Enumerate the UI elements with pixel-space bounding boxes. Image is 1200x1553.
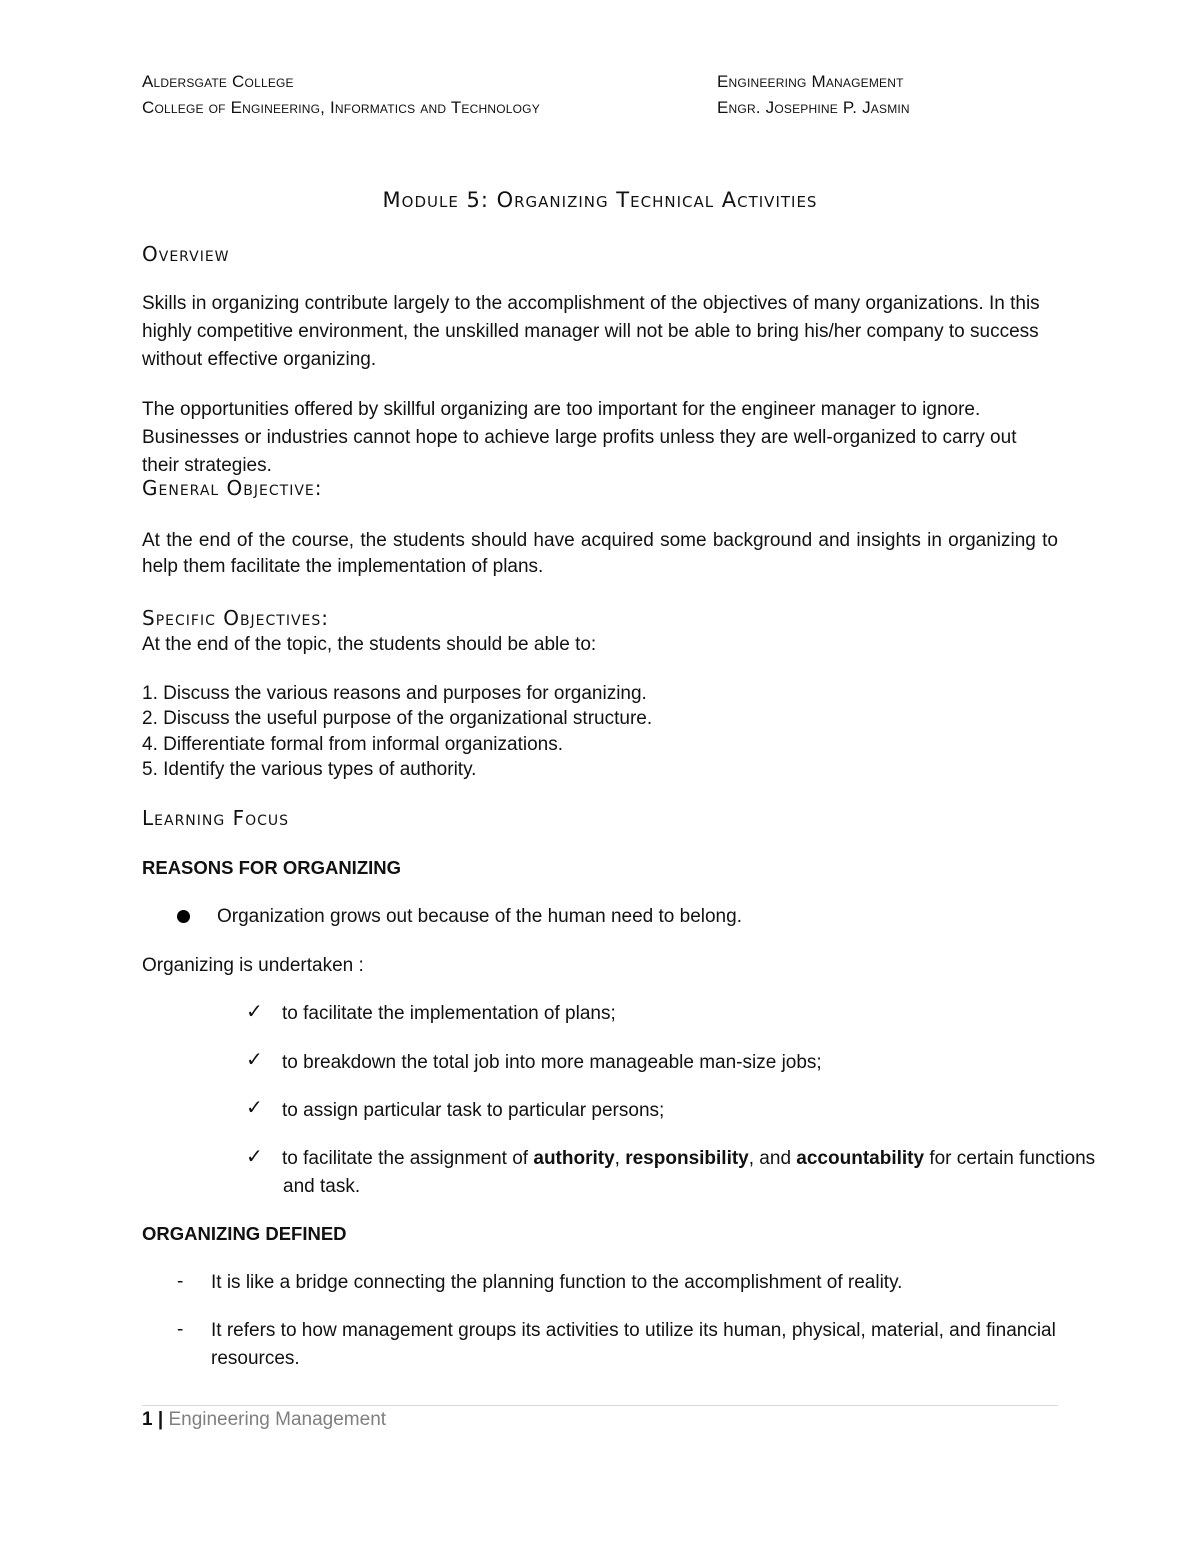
specific-objectives-heading: Specific Objectives: (142, 606, 330, 630)
definition-item: It is like a bridge connecting the planning function to the accomplishment of reality. (211, 1272, 903, 1293)
authority-term: authority (533, 1148, 615, 1169)
general-objective-heading: General Objective: (142, 476, 323, 500)
header-institution: Aldersgate College (142, 72, 294, 91)
undertaken-text: Organizing is undertaken : (142, 955, 364, 976)
checkmark-icon: ✓ (246, 1144, 263, 1168)
check-item: to assign particular task to particular persons; (282, 1100, 665, 1121)
footer-course: Engineering Management (163, 1409, 387, 1430)
check-item: to facilitate the implementation of plans; (282, 1003, 616, 1024)
reasons-heading: REASONS FOR ORGANIZING (142, 857, 402, 878)
overview-paragraph-1: Skills in organizing contribute largely to the accomplishment of the objectives of many organizations. In this highly competitive environment, the unskilled manager will not be able to bring his/her company to success without effective organizing. (142, 293, 1040, 370)
page-footer (142, 1409, 386, 1431)
general-objective-text: At the end of the course, the students should have acquired some background and insights in organizing to help them facilitate the implementation of plans. (142, 530, 1058, 577)
objective-item: 2. Discuss the useful purpose of the organizational structure. (142, 708, 653, 729)
check-item-assignment: to facilitate the assignment of authority, responsibility, and accountability for certain functions (282, 1148, 1096, 1169)
bullet-text: Organization grows out because of the human need to belong. (217, 906, 742, 927)
footer-divider (142, 1405, 1058, 1406)
checkmark-icon: ✓ (246, 999, 263, 1023)
definition-item: It refers to how management groups its activities to utilize its human, physical, material, and financial (211, 1320, 1056, 1341)
dash-bullet: - (177, 1271, 184, 1292)
overview-paragraph-2: The opportunities offered by skillful organizing are too important for the engineer manager to ignore. Businesses or industries cannot hope to achieve large profits unless they are well-organized to carry out their strategies. (142, 399, 1017, 476)
check-item: to breakdown the total job into more manageable man-size jobs; (282, 1052, 822, 1073)
header-instructor: Engr. Josephine P. Jasmin (717, 98, 910, 117)
header-college: College of Engineering, Informatics and Technology (142, 98, 540, 117)
objective-item: 1. Discuss the various reasons and purposes for organizing. (142, 683, 647, 704)
header-course: Engineering Management (717, 72, 904, 91)
objective-item: 4. Differentiate formal from informal organizations. (142, 734, 563, 755)
check-item-continued: and task. (283, 1176, 361, 1197)
dash-bullet: - (177, 1319, 184, 1340)
definition-item-continued: resources. (211, 1348, 300, 1369)
accountability-term: accountability (796, 1148, 925, 1169)
checkmark-icon: ✓ (246, 1095, 263, 1119)
objective-item: 5. Identify the various types of authority. (142, 759, 477, 780)
organizing-defined-heading: ORGANIZING DEFINED (142, 1223, 347, 1244)
checkmark-icon: ✓ (246, 1047, 263, 1071)
module-title: Module 5: Organizing Technical Activities (382, 188, 818, 212)
specific-objectives-intro: At the end of the topic, the students should be able to: (142, 634, 597, 655)
overview-heading: Overview (142, 242, 230, 266)
learning-focus-heading: Learning Focus (142, 806, 290, 830)
page-number: 1 | (142, 1409, 164, 1430)
bullet-icon (177, 910, 190, 923)
responsibility-term: responsibility (625, 1148, 749, 1169)
